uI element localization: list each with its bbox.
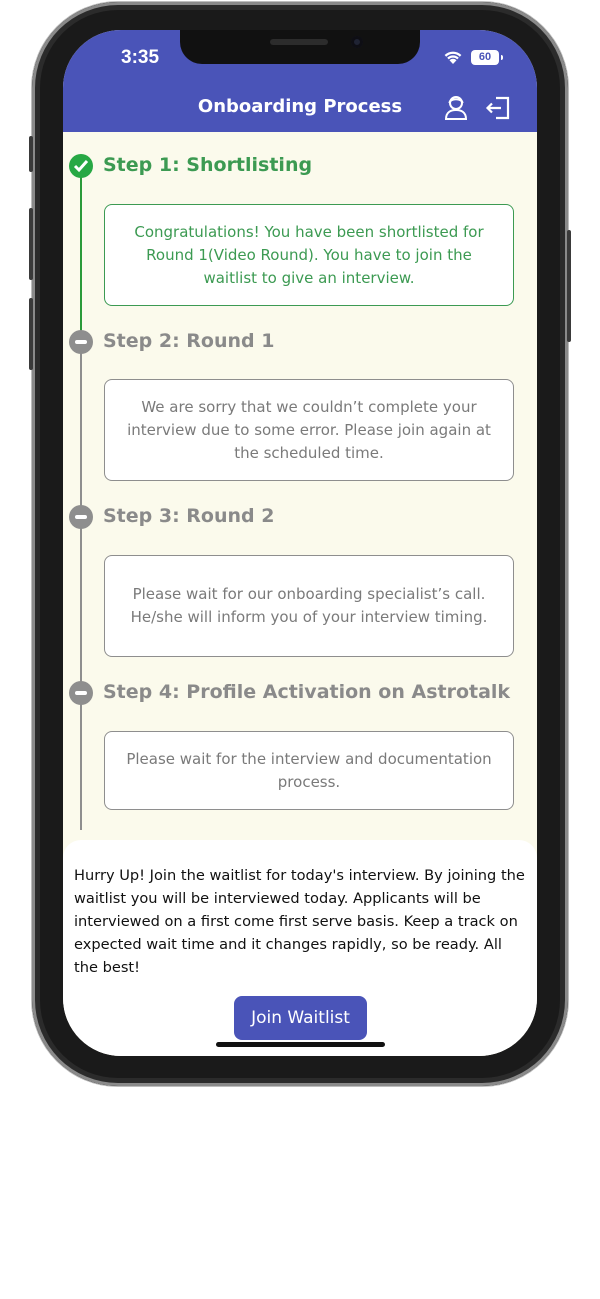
status-time: 3:35 xyxy=(121,47,160,68)
page-title: Onboarding Process xyxy=(197,96,403,117)
step-1-message: Congratulations! You have been shortlisted for Round 1(Video Round). You have to join the waitlist to give an interview. xyxy=(104,204,514,306)
step-2-title: Step 2: Round 1 xyxy=(103,330,275,352)
app-screen xyxy=(63,30,537,1056)
pending-icon xyxy=(69,681,93,705)
step-4-title: Step 4: Profile Activation on Astrotalk xyxy=(103,681,511,703)
speaker xyxy=(270,39,328,45)
home-indicator[interactable] xyxy=(216,1042,385,1047)
waitlist-panel xyxy=(63,840,537,1056)
side-button-volume-up xyxy=(29,208,33,280)
step-4-message: Please wait for the interview and documentation process. xyxy=(104,731,514,810)
onboarding-timeline xyxy=(63,132,537,852)
timeline-connector-3 xyxy=(80,506,82,680)
side-button-mute xyxy=(29,136,33,172)
waitlist-notice: Hurry Up! Join the waitlist for today's interview. By joining the waitlist you will be interviewed today. Applicants will be interviewed on a first come first serve basis. Keep a track on expected wait time and it changes rapidly, so be ready. All the best! xyxy=(74,867,525,976)
step-1-title: Step 1: Shortlisting xyxy=(103,154,313,176)
logout-icon[interactable] xyxy=(484,93,514,123)
pending-icon xyxy=(69,330,93,354)
status-bar xyxy=(63,30,537,85)
check-icon xyxy=(69,154,93,178)
pending-icon xyxy=(69,505,93,529)
side-button-power xyxy=(567,230,571,342)
step-3-message: Please wait for our onboarding specialist’s call. He/she will inform you of your interview timing. xyxy=(104,555,514,657)
profile-icon[interactable] xyxy=(441,93,471,123)
step-2-message: We are sorry that we couldn’t complete your interview due to some error. Please join again at the scheduled time. xyxy=(104,379,514,481)
timeline-connector-1 xyxy=(80,158,82,334)
notch xyxy=(180,30,420,64)
timeline-connector-2 xyxy=(80,334,82,506)
side-button-volume-down xyxy=(29,298,33,370)
battery-icon: 60 xyxy=(471,50,499,65)
step-3-title: Step 3: Round 2 xyxy=(103,505,275,527)
front-camera xyxy=(351,36,363,48)
app-header xyxy=(63,85,537,132)
wifi-icon xyxy=(443,49,463,65)
join-waitlist-button[interactable]: Join Waitlist xyxy=(234,996,367,1040)
status-icons xyxy=(443,49,499,65)
